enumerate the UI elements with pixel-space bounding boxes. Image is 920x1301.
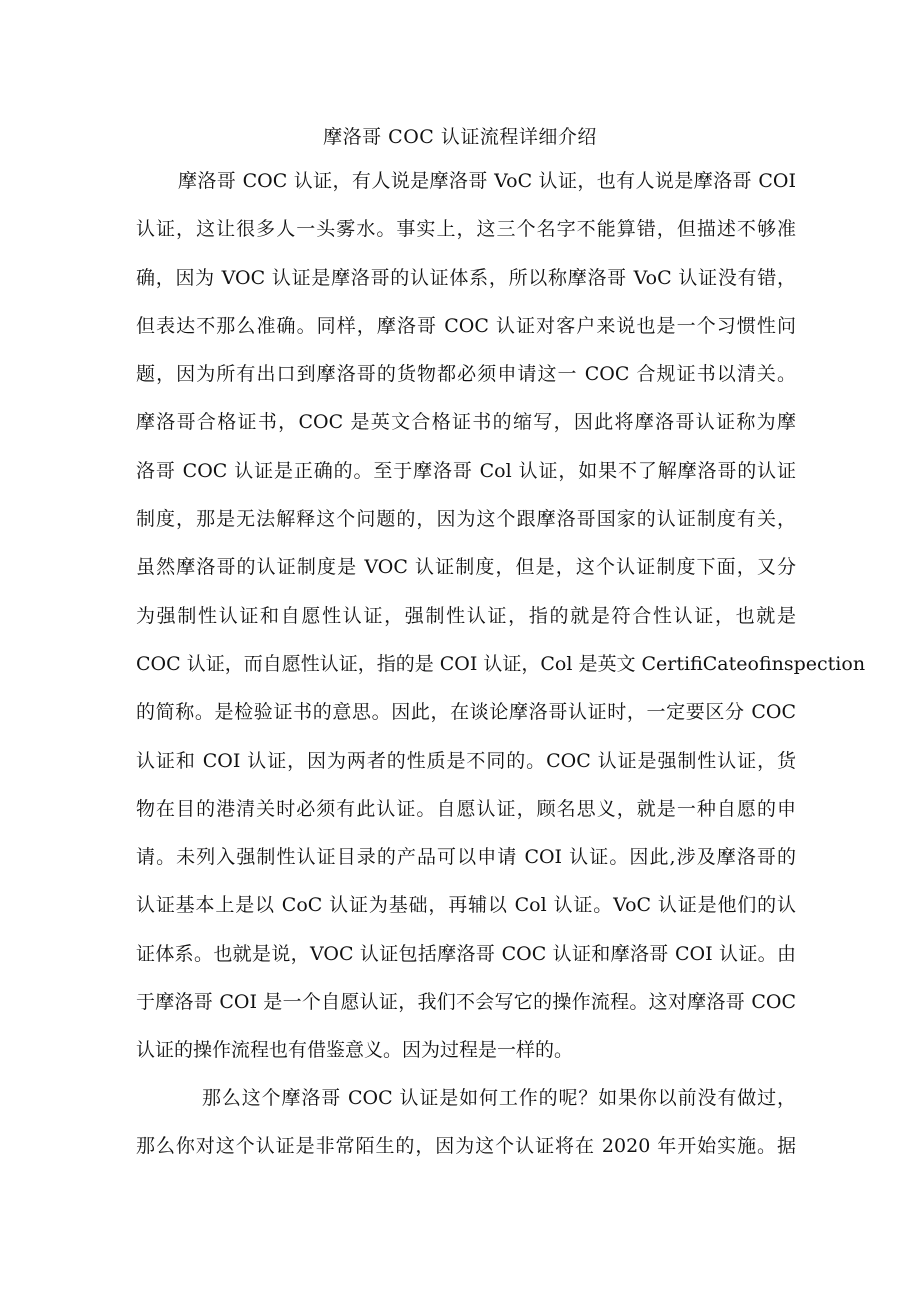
text-line: 认证的操作流程也有借鉴意义。因为过程是一样的。 — [136, 1039, 574, 1062]
document-title: 摩洛哥 COC 认证流程详细介绍 — [323, 126, 597, 148]
text-line: 但表达不那么准确。同样，摩洛哥 COC 认证对客户来说也是一个习惯性问 — [136, 314, 796, 337]
text-line: 制度，那是无法解释这个问题的，因为这个跟摩洛哥国家的认证制度有关， — [136, 508, 796, 531]
text-line: 那么你对这个认证是非常陌生的，因为这个认证将在 2020 年开始实施。据 — [136, 1135, 796, 1158]
text-line: 请。未列入强制性认证目录的产品可以申请 COI 认证。因此,涉及摩洛哥的 — [136, 846, 796, 869]
text-line: 题，因为所有出口到摩洛哥的货物都必须申请这一 COC 合规证书以清关。 — [136, 363, 796, 386]
text-line: 证体系。也就是说，VOC 认证包括摩洛哥 COC 认证和摩洛哥 COI 认证。由 — [136, 942, 796, 965]
text-line: 物在目的港清关时必须有此认证。自愿认证，顾名思义，就是一种自愿的申 — [136, 797, 796, 820]
text-line: 洛哥 COC 认证是正确的。至于摩洛哥 Col 认证，如果不了解摩洛哥的认证 — [136, 459, 796, 482]
text-line: 认证和 COI 认证，因为两者的性质是不同的。COC 认证是强制性认证，货 — [136, 749, 796, 772]
text-line: 认证，这让很多人一头雾水。事实上，这三个名字不能算错，但描述不够准 — [136, 218, 796, 241]
text-line: 的简称。是检验证书的意思。因此，在谈论摩洛哥认证时，一定要区分 COC — [136, 701, 796, 724]
text-line: 为强制性认证和自愿性认证，强制性认证，指的就是符合性认证，也就是 — [136, 604, 796, 627]
text-line: 于摩洛哥 COI 是一个自愿认证，我们不会写它的操作流程。这对摩洛哥 COC — [136, 991, 796, 1014]
text-line: 确，因为 VOC 认证是摩洛哥的认证体系，所以称摩洛哥 VoC 认证没有错， — [136, 266, 796, 289]
text-line: 虽然摩洛哥的认证制度是 VOC 认证制度，但是，这个认证制度下面，又分 — [136, 556, 796, 579]
text-line: 摩洛哥 COC 认证，有人说是摩洛哥 VoC 认证，也有人说是摩洛哥 COI — [178, 170, 796, 192]
text-line: 认证基本上是以 CoC 认证为基础，再辅以 Col 认证。VoC 认证是他们的认 — [136, 894, 796, 917]
text-line: 那么这个摩洛哥 COC 认证是如何工作的呢？如果你以前没有做过， — [202, 1087, 796, 1109]
paragraph-2 — [136, 1074, 796, 1171]
text-line: 摩洛哥合格证书，COC 是英文合格证书的缩写，因此将摩洛哥认证称为摩 — [136, 411, 796, 434]
paragraph-1 — [136, 157, 866, 1075]
text-line: COC 认证，而自愿性认证，指的是 COI 认证，Col 是英文 CertifiCateofinspection — [136, 652, 866, 675]
